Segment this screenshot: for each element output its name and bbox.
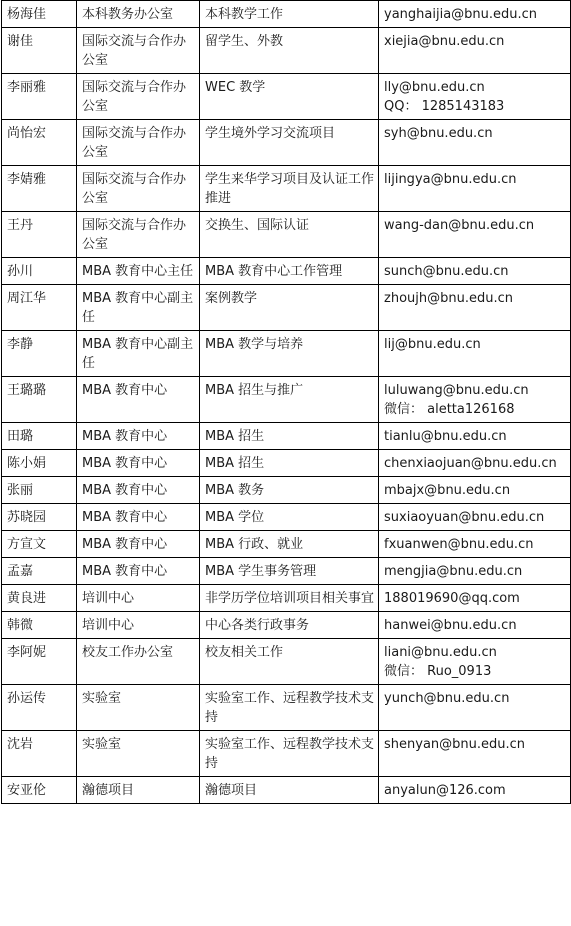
table-row [2, 558, 571, 585]
department-cell: 培训中心 [77, 612, 200, 639]
responsibility-cell: 留学生、外教 [200, 28, 379, 74]
email-link[interactable]: lij@bnu.edu.cn [384, 337, 481, 352]
responsibility-cell: 案例教学 [200, 285, 379, 331]
contact-cell [379, 1, 571, 28]
staff-name-cell: 黄良进 [2, 585, 77, 612]
contact-cell [379, 331, 571, 377]
department-cell: MBA 教育中心 [77, 504, 200, 531]
department-cell: 实验室 [77, 731, 200, 777]
staff-name-cell: 韩微 [2, 612, 77, 639]
email-link[interactable]: shenyan@bnu.edu.cn [384, 737, 526, 752]
staff-name-cell: 李丽雅 [2, 74, 77, 120]
responsibility-cell: MBA 学位 [200, 504, 379, 531]
staff-name-cell: 王璐璐 [2, 377, 77, 423]
table-row [2, 531, 571, 558]
table-row [2, 731, 571, 777]
contact-cell [379, 450, 571, 477]
responsibility-cell: 实验室工作、远程教学技术支持 [200, 685, 379, 731]
email-link[interactable]: mbajx@bnu.edu.cn [384, 483, 511, 498]
department-cell: 国际交流与合作办公室 [77, 74, 200, 120]
responsibility-cell: 中心各类行政事务 [200, 612, 379, 639]
email-link[interactable]: xiejia@bnu.edu.cn [384, 34, 505, 49]
responsibility-cell: MBA 招生 [200, 450, 379, 477]
staff-name-cell: 杨海佳 [2, 1, 77, 28]
contact-cell [379, 685, 571, 731]
email-link[interactable]: luluwang@bnu.edu.cn [384, 383, 529, 398]
department-cell: MBA 教育中心 [77, 423, 200, 450]
department-cell: MBA 教育中心 [77, 377, 200, 423]
table-row [2, 166, 571, 212]
department-cell: MBA 教育中心副主任 [77, 285, 200, 331]
table-row [2, 639, 571, 685]
contact-cell [379, 639, 571, 685]
department-cell: 实验室 [77, 685, 200, 731]
staff-name-cell: 周江华 [2, 285, 77, 331]
table-row [2, 74, 571, 120]
staff-name-cell: 苏晓园 [2, 504, 77, 531]
table-row [2, 120, 571, 166]
table-row [2, 1, 571, 28]
contact-extra: QQ： 1285143183 [384, 99, 505, 114]
email-link[interactable]: anyalun@126.com [384, 783, 506, 798]
table-row [2, 285, 571, 331]
responsibility-cell: MBA 教学与培养 [200, 331, 379, 377]
staff-name-cell: 李阿妮 [2, 639, 77, 685]
staff-name-cell: 孟嘉 [2, 558, 77, 585]
contact-cell [379, 531, 571, 558]
responsibility-cell: 实验室工作、远程教学技术支持 [200, 731, 379, 777]
contact-cell [379, 777, 571, 804]
staff-name-cell: 沈岩 [2, 731, 77, 777]
table-body [2, 1, 571, 804]
email-link[interactable]: fxuanwen@bnu.edu.cn [384, 537, 534, 552]
responsibility-cell: 校友相关工作 [200, 639, 379, 685]
email-link[interactable]: hanwei@bnu.edu.cn [384, 618, 517, 633]
email-link[interactable]: syh@bnu.edu.cn [384, 126, 493, 141]
department-cell: MBA 教育中心副主任 [77, 331, 200, 377]
department-cell: 校友工作办公室 [77, 639, 200, 685]
department-cell: MBA 教育中心 [77, 450, 200, 477]
department-cell: MBA 教育中心 [77, 558, 200, 585]
table-row [2, 477, 571, 504]
department-cell: 国际交流与合作办公室 [77, 120, 200, 166]
responsibility-cell: 本科教学工作 [200, 1, 379, 28]
table-row [2, 258, 571, 285]
table-row [2, 612, 571, 639]
staff-name-cell: 安亚伦 [2, 777, 77, 804]
contact-cell [379, 585, 571, 612]
table-row [2, 212, 571, 258]
responsibility-cell: WEC 教学 [200, 74, 379, 120]
email-link[interactable]: lijingya@bnu.edu.cn [384, 172, 517, 187]
contact-cell [379, 74, 571, 120]
responsibility-cell: MBA 学生事务管理 [200, 558, 379, 585]
responsibility-cell: MBA 招生与推广 [200, 377, 379, 423]
contact-extra: 微信： aletta126168 [384, 402, 515, 417]
email-link[interactable]: mengjia@bnu.edu.cn [384, 564, 523, 579]
contact-cell [379, 504, 571, 531]
email-link[interactable]: zhoujh@bnu.edu.cn [384, 291, 513, 306]
table-row [2, 28, 571, 74]
department-cell: MBA 教育中心 [77, 477, 200, 504]
table-row [2, 377, 571, 423]
contact-cell [379, 423, 571, 450]
contact-cell [379, 477, 571, 504]
email-link[interactable]: sunch@bnu.edu.cn [384, 264, 509, 279]
contact-cell [379, 212, 571, 258]
table-row [2, 331, 571, 377]
table-row [2, 685, 571, 731]
department-cell: 瀚德项目 [77, 777, 200, 804]
email-link[interactable]: tianlu@bnu.edu.cn [384, 429, 507, 444]
staff-name-cell: 孙川 [2, 258, 77, 285]
responsibility-cell: 学生来华学习项目及认证工作推进 [200, 166, 379, 212]
contact-cell [379, 166, 571, 212]
responsibility-cell: MBA 招生 [200, 423, 379, 450]
email-link[interactable]: wang-dan@bnu.edu.cn [384, 218, 535, 233]
department-cell: MBA 教育中心 [77, 531, 200, 558]
staff-name-cell: 张丽 [2, 477, 77, 504]
responsibility-cell: MBA 教务 [200, 477, 379, 504]
staff-name-cell: 李婧雅 [2, 166, 77, 212]
staff-name-cell: 李静 [2, 331, 77, 377]
email-link[interactable]: yanghaijia@bnu.edu.cn [384, 7, 538, 22]
responsibility-cell: 交换生、国际认证 [200, 212, 379, 258]
contact-cell [379, 120, 571, 166]
staff-name-cell: 陈小娟 [2, 450, 77, 477]
table-row [2, 777, 571, 804]
contact-cell [379, 731, 571, 777]
staff-name-cell: 田璐 [2, 423, 77, 450]
email-link[interactable]: chenxiaojuan@bnu.edu.cn [384, 456, 557, 471]
table-row [2, 504, 571, 531]
contact-cell [379, 377, 571, 423]
contact-cell [379, 258, 571, 285]
email-link[interactable]: lly@bnu.edu.cn [384, 80, 485, 95]
staff-name-cell: 谢佳 [2, 28, 77, 74]
email-link[interactable]: suxiaoyuan@bnu.edu.cn [384, 510, 545, 525]
contact-cell [379, 612, 571, 639]
contact-cell [379, 28, 571, 74]
department-cell: 国际交流与合作办公室 [77, 28, 200, 74]
contact-extra: 微信： Ruo_0913 [384, 664, 492, 679]
contact-cell [379, 285, 571, 331]
contact-cell [379, 558, 571, 585]
department-cell: 培训中心 [77, 585, 200, 612]
staff-name-cell: 方宣文 [2, 531, 77, 558]
email-link[interactable]: 188019690@qq.com [384, 591, 520, 606]
responsibility-cell: 学生境外学习交流项目 [200, 120, 379, 166]
staff-contact-table [1, 0, 571, 804]
table-row [2, 423, 571, 450]
staff-name-cell: 尚怡宏 [2, 120, 77, 166]
department-cell: MBA 教育中心主任 [77, 258, 200, 285]
responsibility-cell: MBA 教育中心工作管理 [200, 258, 379, 285]
staff-name-cell: 孙运传 [2, 685, 77, 731]
department-cell: 本科教务办公室 [77, 1, 200, 28]
email-link[interactable]: liani@bnu.edu.cn [384, 645, 497, 660]
responsibility-cell: 非学历学位培训项目相关事宜 [200, 585, 379, 612]
staff-name-cell: 王丹 [2, 212, 77, 258]
department-cell: 国际交流与合作办公室 [77, 166, 200, 212]
responsibility-cell: 瀚德项目 [200, 777, 379, 804]
table-row [2, 585, 571, 612]
responsibility-cell: MBA 行政、就业 [200, 531, 379, 558]
department-cell: 国际交流与合作办公室 [77, 212, 200, 258]
table-row [2, 450, 571, 477]
email-link[interactable]: yunch@bnu.edu.cn [384, 691, 510, 706]
